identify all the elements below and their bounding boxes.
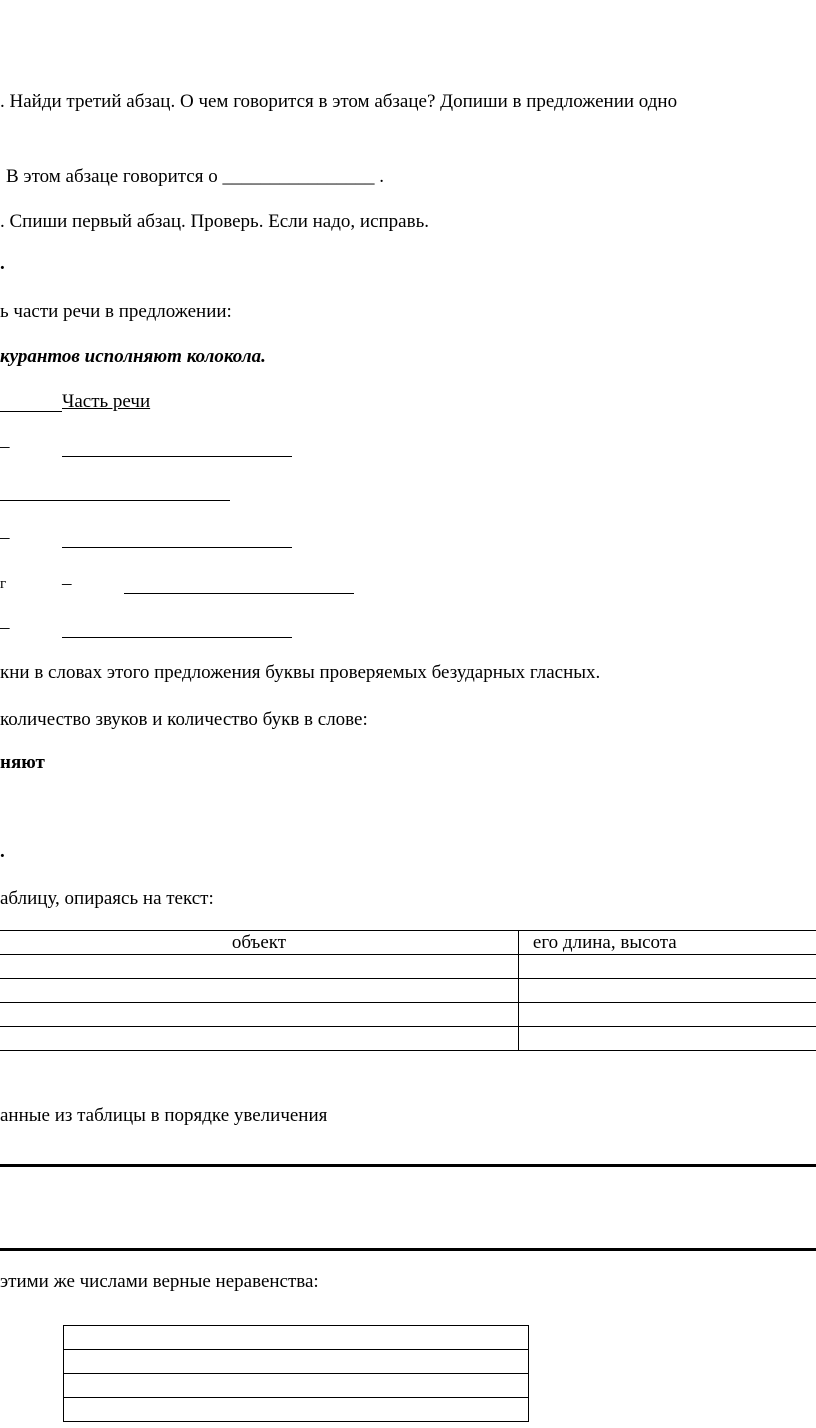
header-length-height: его длина, высота bbox=[518, 931, 816, 955]
table-cell[interactable] bbox=[0, 1003, 518, 1027]
answer-line-1[interactable] bbox=[62, 456, 292, 457]
answer-line-4[interactable] bbox=[124, 593, 354, 594]
inequalities-table bbox=[63, 1325, 529, 1422]
objects-table bbox=[0, 930, 816, 1051]
table-cell[interactable] bbox=[518, 1027, 816, 1051]
dash-3: – bbox=[62, 573, 72, 594]
table-cell[interactable] bbox=[64, 1326, 529, 1350]
task-copy-first-paragraph: . Спиши первый абзац. Проверь. Если надо, исправь. bbox=[0, 211, 429, 232]
dash-2: – bbox=[0, 527, 10, 548]
table-header-row bbox=[0, 931, 816, 955]
table-row bbox=[64, 1350, 529, 1374]
section-marker-2: . bbox=[0, 841, 5, 862]
table-cell[interactable] bbox=[0, 955, 518, 979]
table-cell[interactable] bbox=[64, 1350, 529, 1374]
answer-rule-2[interactable] bbox=[0, 1248, 816, 1251]
task-inequalities: этими же числами верные неравенства: bbox=[0, 1271, 319, 1292]
word-ispolnyayut: няют bbox=[0, 752, 45, 773]
dash-4: – bbox=[0, 617, 10, 638]
table-cell[interactable] bbox=[518, 955, 816, 979]
table-row bbox=[64, 1398, 529, 1422]
letter-g: г bbox=[0, 576, 7, 592]
task-parts-of-speech: ь части речи в предложении: bbox=[0, 301, 232, 322]
table-row bbox=[64, 1374, 529, 1398]
example-sentence: курантов исполняют колокола. bbox=[0, 346, 266, 367]
task-mark-vowels: кни в словах этого предложения буквы проверяемых безударных гласных. bbox=[0, 662, 601, 683]
task-fill-table: аблицу, опираясь на текст: bbox=[0, 888, 214, 909]
table-cell[interactable] bbox=[64, 1398, 529, 1422]
header-underline bbox=[0, 411, 62, 412]
table-cell[interactable] bbox=[0, 1027, 518, 1051]
table-row bbox=[0, 955, 816, 979]
task-sounds-letters: количество звуков и количество букв в слове: bbox=[0, 709, 368, 730]
table-row bbox=[0, 979, 816, 1003]
table-cell[interactable] bbox=[518, 1003, 816, 1027]
answer-line-5[interactable] bbox=[62, 637, 292, 638]
table-row bbox=[0, 1003, 816, 1027]
header-object: объект bbox=[0, 931, 518, 955]
dash-1: – bbox=[0, 436, 10, 457]
task-third-paragraph: . Найди третий абзац. О чем говорится в этом абзаце? Допиши в предложении одно bbox=[0, 91, 678, 112]
section-marker-1: . bbox=[0, 253, 5, 274]
answer-line-3[interactable] bbox=[62, 547, 292, 548]
answer-rule-1[interactable] bbox=[0, 1164, 816, 1167]
table-row bbox=[0, 1027, 816, 1051]
column-part-of-speech: Часть речи bbox=[62, 391, 151, 412]
table-row bbox=[64, 1326, 529, 1350]
task-order-data: анные из таблицы в порядке увеличения bbox=[0, 1105, 328, 1126]
table-cell[interactable] bbox=[0, 979, 518, 1003]
table-cell[interactable] bbox=[518, 979, 816, 1003]
table-cell[interactable] bbox=[64, 1374, 529, 1398]
answer-line-2[interactable] bbox=[0, 500, 230, 501]
paragraph-about-sentence: В этом абзаце говорится о ________________ . bbox=[6, 166, 384, 187]
